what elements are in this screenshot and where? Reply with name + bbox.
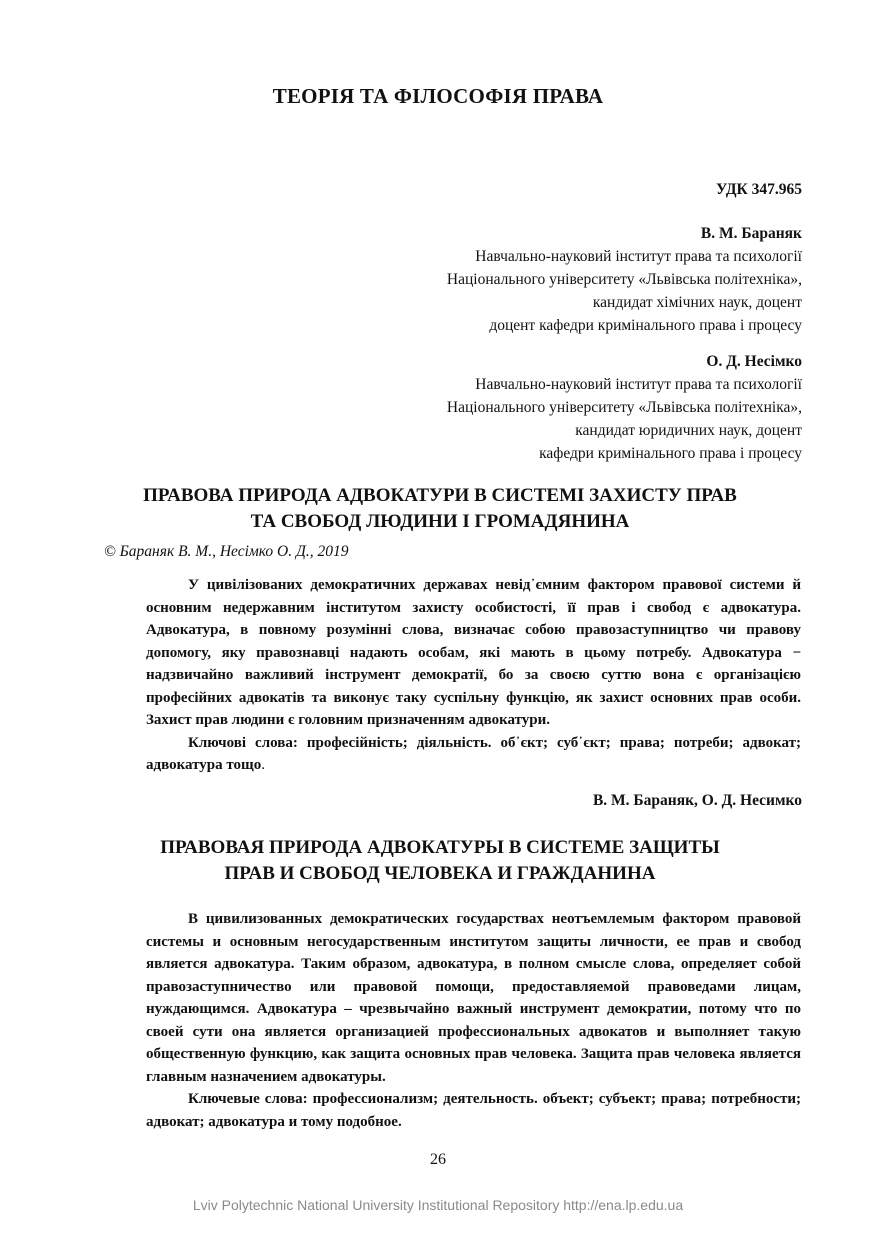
author-affiliation-line: кафедри кримінального права і процесу [539,445,802,462]
author-affiliation-line: кандидат юридичних наук, доцент [575,422,802,439]
author-affiliation-line: кандидат хімічних наук, доцент [592,294,802,311]
author-block-2 [447,350,802,465]
keywords-paragraph: Ключевые слова: профессионализм; деятельность. объект; субъект; права; потребности; адвокат; адвокатура и тому подобное. [146,1091,801,1130]
author-block-1 [447,222,802,337]
keywords-text: Ключові слова: професійність; діяльність. об᾽єкт; суб᾽єкт; права; потреби; адвокат; адвокатура тощо [146,734,801,773]
abstract-ru [146,908,801,1133]
article-title-uk [90,483,790,535]
title-line: ПРАВОВАЯ ПРИРОДА АДВОКАТУРЫ В СИСТЕМЕ ЗАЩИТЫ [160,837,720,858]
author-name: В. М. Бараняк [700,225,802,242]
repository-footer: Lviv Polytechnic National University Institutional Repository http://ena.lp.edu.ua [192,1197,684,1213]
page-number: 26 [430,1151,446,1168]
author-affiliation-line: Національного університету «Львівська політехніка», [446,399,802,416]
author-affiliation-line: Національного університету «Львівська політехніка», [446,271,802,288]
author-affiliation-line: Навчально-науковий інститут права та психології [475,248,802,265]
author-affiliation-line: доцент кафедри кримінального права і процесу [489,317,802,334]
abstract-paragraph: У цивілізованих демократичних державах невід᾽ємним фактором правової системи й основним недержавним інститутом захисту особистості, її прав і свобод є адвокатура. Адвокатура, в повному розумінні слова, визначає собою правозаступництво чи правову допомогу, яку правознавці надають особам, які мають в цьому потребу. Адвокатура − надзвичайно важливий інструмент демократії, бо за своєю суттю вона є організацією професійних адвокатів та виконує таку суспільну функцію, як захист основних прав особи. Захист прав людини є головним призначенням адвокатури. [146,577,801,728]
title-line: ТА СВОБОД ЛЮДИНИ І ГРОМАДЯНИНА [250,511,630,532]
abstract-uk [146,574,801,777]
title-line: ПРАВОВА ПРИРОДА АДВОКАТУРИ В СИСТЕМІ ЗАХИСТУ ПРАВ [143,485,737,506]
authors-ru: В. М. Бараняк, О. Д. Несимко [592,792,802,809]
title-line: ПРАВ И СВОБОД ЧЕЛОВЕКА И ГРАЖДАНИНА [224,863,656,884]
udk-code: УДК 347.965 [716,181,802,198]
author-affiliation-line: Навчально-науковий інститут права та психології [475,376,802,393]
section-heading: ТЕОРІЯ ТА ФІЛОСОФІЯ ПРАВА [272,84,604,108]
author-name: О. Д. Несімко [706,353,802,370]
article-title-ru [90,835,790,887]
keywords-period: . [261,757,265,773]
keywords-paragraph [146,732,801,777]
abstract-paragraph: В цивилизованных демократических государствах неотъемлемым фактором правовой системы и основным негосударственным институтом защиты личности, ее прав и свобод является адвокатура. Таким образом, адвокатура, в полном смысле слова, определяет собой правозаступничество или правовой помощи, предоставляемой правоведами лицам, нуждающимся. Адвокатура – чрезвычайно важный инструмент демократии, потому что по своей сути она является организацией профессиональных адвокатов и выполняет такую общественную функцию, как защита основных прав человека. Защита прав человека является главным назначением адвокатуры. [146,911,801,1085]
copyright-notice: © Бараняк В. М., Несімко О. Д., 2019 [104,543,349,560]
